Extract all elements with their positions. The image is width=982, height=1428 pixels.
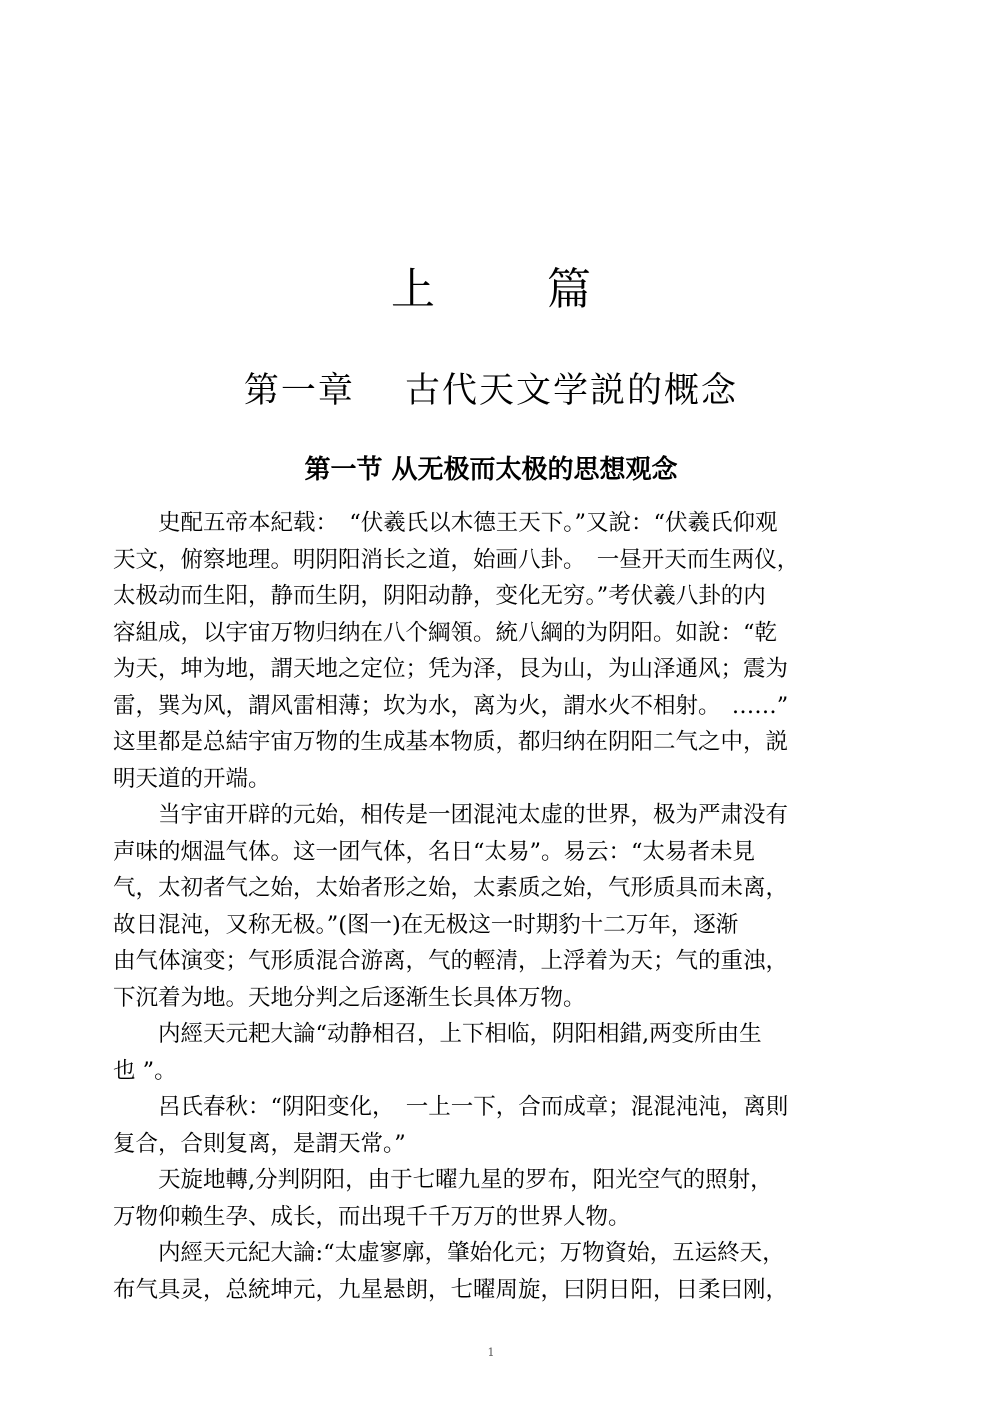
part-title: 上篇 [391,264,703,315]
text-line: 也 ”。 [113,1057,177,1084]
text-line: 下沉着为地。天地分判之后逐渐生长具体万物。 [113,984,586,1011]
text-line: 由气体演变；气形质混合游离，气的輕清，上浮着为天；气的重浊， [113,948,789,974]
text-line: 声味的烟温气体。这一团气体，名日“太易”。易云：“太易者未見 [113,838,756,865]
text-line: 天旋地轉,分判阴阳，由于七曜九星的罗布，阳光空气的照射， [113,1167,773,1193]
paragraph [113,1235,877,1308]
paragraph [113,505,877,797]
text-line: 当宇宙开辟的元始，相传是一团混沌太虚的世界，极为严肃没有 [113,802,789,828]
text-line: 内經天元耙大論“动静相召，上下相临，阴阳相錯,两变所由生 [113,1021,762,1047]
page-number: 1 [487,1346,495,1359]
text-line: 呂氏春秋：“阴阳变化， 一上一下，合而成章；混混沌沌，离則 [113,1094,789,1120]
text-line: 史配五帝本紀载： “伏羲氏以木德王天下。”又說：“伏羲氏仰观 [113,510,778,536]
text-line: 容組成，以宇宙万物归纳在八个綱領。統八綱的为阴阳。如說：“乾 [113,619,778,646]
text-line: 这里都是总結宇宙万物的生成基本物质，都归纳在阴阳二气之中，説 [113,729,789,755]
paragraph [113,1089,877,1162]
text-line: 内經天元紀大論:“太虛寥廓，肇始化元；万物資始，五运終天， [113,1240,785,1266]
section-title: 第一节 从无极而太极的思想观念 [304,455,678,485]
paragraph [113,1162,877,1235]
text-line: 太极动而生阳，静而生阴，阴阳动静，变化无穷。”考伏羲八卦的内 [113,583,766,609]
text-line: 天文，俯察地理。明阴阳消长之道，始画八卦。 一昼开天而生两仪， [113,546,800,573]
text-line: 复合，合則复离，是謂天常。” [113,1130,406,1157]
text-line: 为天，坤为地，謂天地之定位；凭为泽，艮为山，为山泽通风；震为 [113,656,789,682]
text-line: 明天道的开端。 [113,765,271,792]
body-text [113,505,877,1308]
paragraph [113,797,877,1016]
text-line: 布气具灵，总統坤元，九星悬朗，七曜周旋，曰阴日阳，日柔曰刚， [113,1276,789,1303]
text-line: 故日混沌，又称无极。”(图一)在无极这一时期豹十二万年，逐渐 [113,911,739,938]
text-line: 雷，巽为风，謂风雷相薄；坎为水，离为火，謂水火不相射。 ……” [113,692,789,719]
paragraph [113,1016,877,1089]
chapter-title: 第一章 古代天文学説的概念 [243,371,739,411]
text-line: 气，太初者气之始，太始者形之始，太素质之始，气形质具而未离， [113,875,789,901]
text-line: 万物仰赖生孕、成长，而出現千千万万的世界人物。 [113,1203,631,1230]
